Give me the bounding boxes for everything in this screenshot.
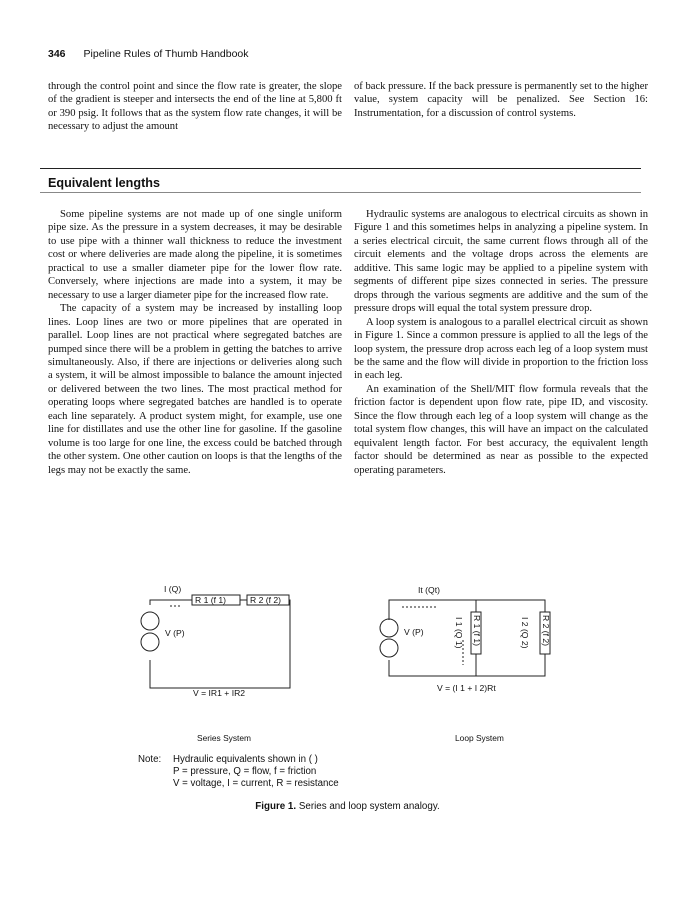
loop-caption: Loop System xyxy=(455,733,504,743)
paragraph: Hydraulic systems are analogous to electrical circuits as shown in Figure 1 and this sometimes helps in analyzing a pipeline system. In a series electrical circuit, the same current flows through all of the circuit elements and the voltage drops across the elements are additive. This same logic may be applied to a pipeline system with segments of different pipe sizes connected in series. The pressure drops through the various segments are additive and the sum of the pressure drops will equal the total system pressure drop. xyxy=(354,209,648,315)
figure-caption xyxy=(0,801,695,812)
loop-source-circle-bottom xyxy=(380,639,398,657)
series-source-label: V (P) xyxy=(165,628,185,638)
section-title: Equivalent lengths xyxy=(48,176,160,190)
loop-equation: V = (I 1 + I 2)Rt xyxy=(437,683,496,693)
note-label: Note: xyxy=(138,754,162,765)
note-line: Hydraulic equivalents shown in ( ) xyxy=(173,754,318,765)
paragraph: An examination of the Shell/MIT flow formula reveals that the friction factor is dependent upon flow rate, pipe ID, and viscosity. Since the flow through each leg of a loop system will change as the total system flow changes, this will have an impact on the calculated equivalent length factor. For best accuracy, the equivalent length factor should be determined as near as possible to the expected operating parameters. xyxy=(354,383,648,476)
loop-i1-label: I 1 (Q 1) xyxy=(454,617,464,649)
series-current-label: I (Q) xyxy=(164,584,182,594)
series-r2-label: R 2 (f 2) xyxy=(250,595,282,605)
note-line: P = pressure, Q = flow, f = friction xyxy=(173,766,317,778)
paragraph: of back pressure. If the back pressure is permanently set to the higher value, system capacity will be penalized. See Section 16: Instrumentation, for a discussion of control systems. xyxy=(354,81,648,119)
series-circuit xyxy=(141,595,290,688)
series-wire xyxy=(150,600,290,688)
series-r1-label: R 1 (f 1) xyxy=(195,595,227,605)
loop-r2-label: R 2 (f 2) xyxy=(541,615,551,647)
series-source-circle-top xyxy=(141,612,159,630)
loop-source-circle-top xyxy=(380,619,398,637)
paragraph: The capacity of a system may be increased by installing loop lines. Loop lines are two or more pipelines that are operated in parallel. Loop lines are not practical where segregated batches are pumped since there will be a problem in getting the batches to arrive simultaneously. Also, if there are injections or deliveries along such a system, it will be almost impossible to balance the amount injected or delivered between the two lines. The most practical method for operating loops where segregated batches are handled is to operate each line separately. A product system might, for example, use one line for distillates and use the other line for gasoline. If the gasoline volume is too large for one line, the excess could be batched through the other system. One other caution on loops is that the lengths of the legs may not be exactly the same. xyxy=(48,303,342,476)
figure-label: Figure 1. xyxy=(255,801,297,812)
loop-r1-label: R 1 (f 1) xyxy=(472,615,482,647)
loop-current-label: It (Qt) xyxy=(418,585,440,595)
loop-i2-label: I 2 (Q 2) xyxy=(520,617,530,649)
loop-source-label: V (P) xyxy=(404,627,424,637)
note-lines xyxy=(173,754,339,791)
paragraph: through the control point and since the flow rate is greater, the slope of the gradient is steeper and intersects the end of the line at 5,800 ft or 390 psig. It follows that as the system flow rate changes, it will be necessary to adjust the amount xyxy=(48,81,342,133)
note-line: V = voltage, I = current, R = resistance xyxy=(173,778,339,790)
book-title: Pipeline Rules of Thumb Handbook xyxy=(83,48,249,60)
paragraph: A loop system is analogous to a parallel electrical circuit as shown in Figure 1. Since a common pressure is applied to all the legs of the loop system, the pressure drop across each leg of a loop system must be the same and the flow will divide in proportion to the friction loss in each leg. xyxy=(354,316,648,382)
paragraph: Some pipeline systems are not made up of one single uniform pipe size. As the pressure in a system decreases, it may be desirable to use pipe with a thinner wall thickness to reduce the investment cost or where deliveries are made along the pipeline, it is sometimes practical to use a smaller diameter pipe for the lower flow rate. Conversely, where injections are made into a system, it may be necessary to use a larger diameter pipe for the increased flow rate. xyxy=(48,209,342,301)
page-number: 346 xyxy=(48,48,66,60)
series-source-circle-bottom xyxy=(141,633,159,651)
series-equation: V = IR1 + IR2 xyxy=(193,688,246,698)
series-caption: Series System xyxy=(197,733,251,743)
figure-text: Series and loop system analogy. xyxy=(298,801,440,812)
